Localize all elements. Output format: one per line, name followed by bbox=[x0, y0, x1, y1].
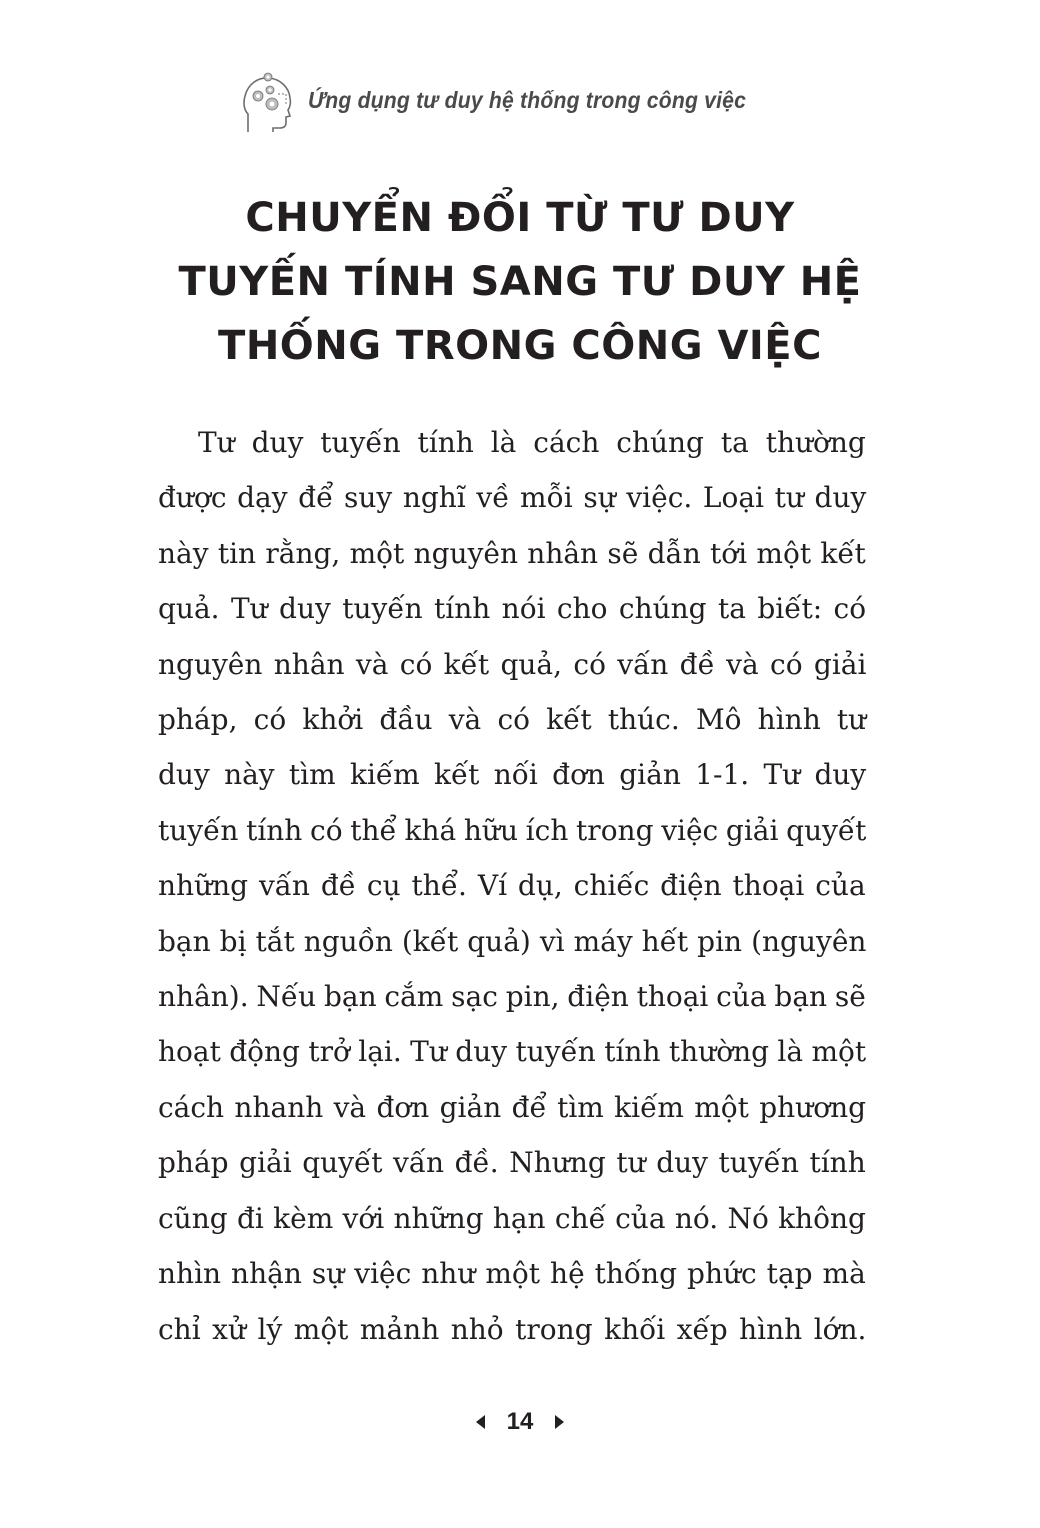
triangle-right-icon bbox=[555, 1415, 564, 1429]
body-line: những vấn đề cụ thể. Ví dụ, chiếc điện thoại của bbox=[158, 869, 866, 903]
triangle-left-icon bbox=[476, 1415, 485, 1429]
body-line: nhân). Nếu bạn cắm sạc pin, điện thoại của bạn sẽ bbox=[158, 980, 866, 1014]
body-line: pháp giải quyết vấn đề. Nhưng tư duy tuyến tính bbox=[158, 1146, 866, 1180]
body-line: pháp, có khởi đầu và có kết thúc. Mô hình tư bbox=[158, 703, 867, 737]
body-line: Tư duy tuyến tính là cách chúng ta thường bbox=[198, 426, 866, 459]
body-line: hoạt động trở lại. Tư duy tuyến tính thường là một bbox=[158, 1035, 867, 1069]
body-line: tuyến tính có thể khá hữu ích trong việc giải quyết bbox=[158, 813, 867, 847]
chapter-title bbox=[120, 186, 920, 378]
body-line: quả. Tư duy tuyến tính nói cho chúng ta biết: có bbox=[158, 592, 867, 626]
body-line: này tin rằng, một nguyên nhân sẽ dẫn tới một kết bbox=[158, 536, 866, 570]
chapter-title-line: TUYẾN TÍNH SANG TƯ DUY HỆ bbox=[178, 259, 862, 305]
chapter-title-line: CHUYỂN ĐỔI TỪ TƯ DUY bbox=[245, 195, 795, 241]
body-line: được dạy để suy nghĩ về mỗi sự việc. Loại tư duy bbox=[158, 481, 867, 515]
running-header bbox=[242, 70, 784, 134]
running-title: Ứng dụng tư duy hệ thống trong công việc bbox=[308, 86, 747, 113]
body-line: cách nhanh và đơn giản để tìm kiếm một phương bbox=[158, 1090, 867, 1124]
body-line: nguyên nhân và có kết quả, có vấn đề và có giải bbox=[158, 647, 867, 681]
body-line: bạn bị tắt nguồn (kết quả) vì máy hết pin (nguyên bbox=[158, 924, 867, 958]
body-line: nhìn nhận sự việc như một hệ thống phức tạp mà bbox=[158, 1257, 866, 1291]
body-paragraph bbox=[158, 415, 866, 1357]
head-with-gears-icon bbox=[242, 70, 294, 134]
body-line: duy này tìm kiếm kết nối đơn giản 1-1. Tư duy bbox=[158, 758, 867, 792]
page-footer bbox=[0, 1408, 1040, 1436]
page-number: 14 bbox=[506, 1408, 534, 1435]
chapter-title-line: THỐNG TRONG CÔNG VIỆC bbox=[218, 323, 822, 369]
body-line: cũng đi kèm với những hạn chế của nó. Nó không bbox=[158, 1201, 866, 1235]
body-line: chỉ xử lý một mảnh nhỏ trong khối xếp hình lớn. bbox=[158, 1312, 867, 1346]
